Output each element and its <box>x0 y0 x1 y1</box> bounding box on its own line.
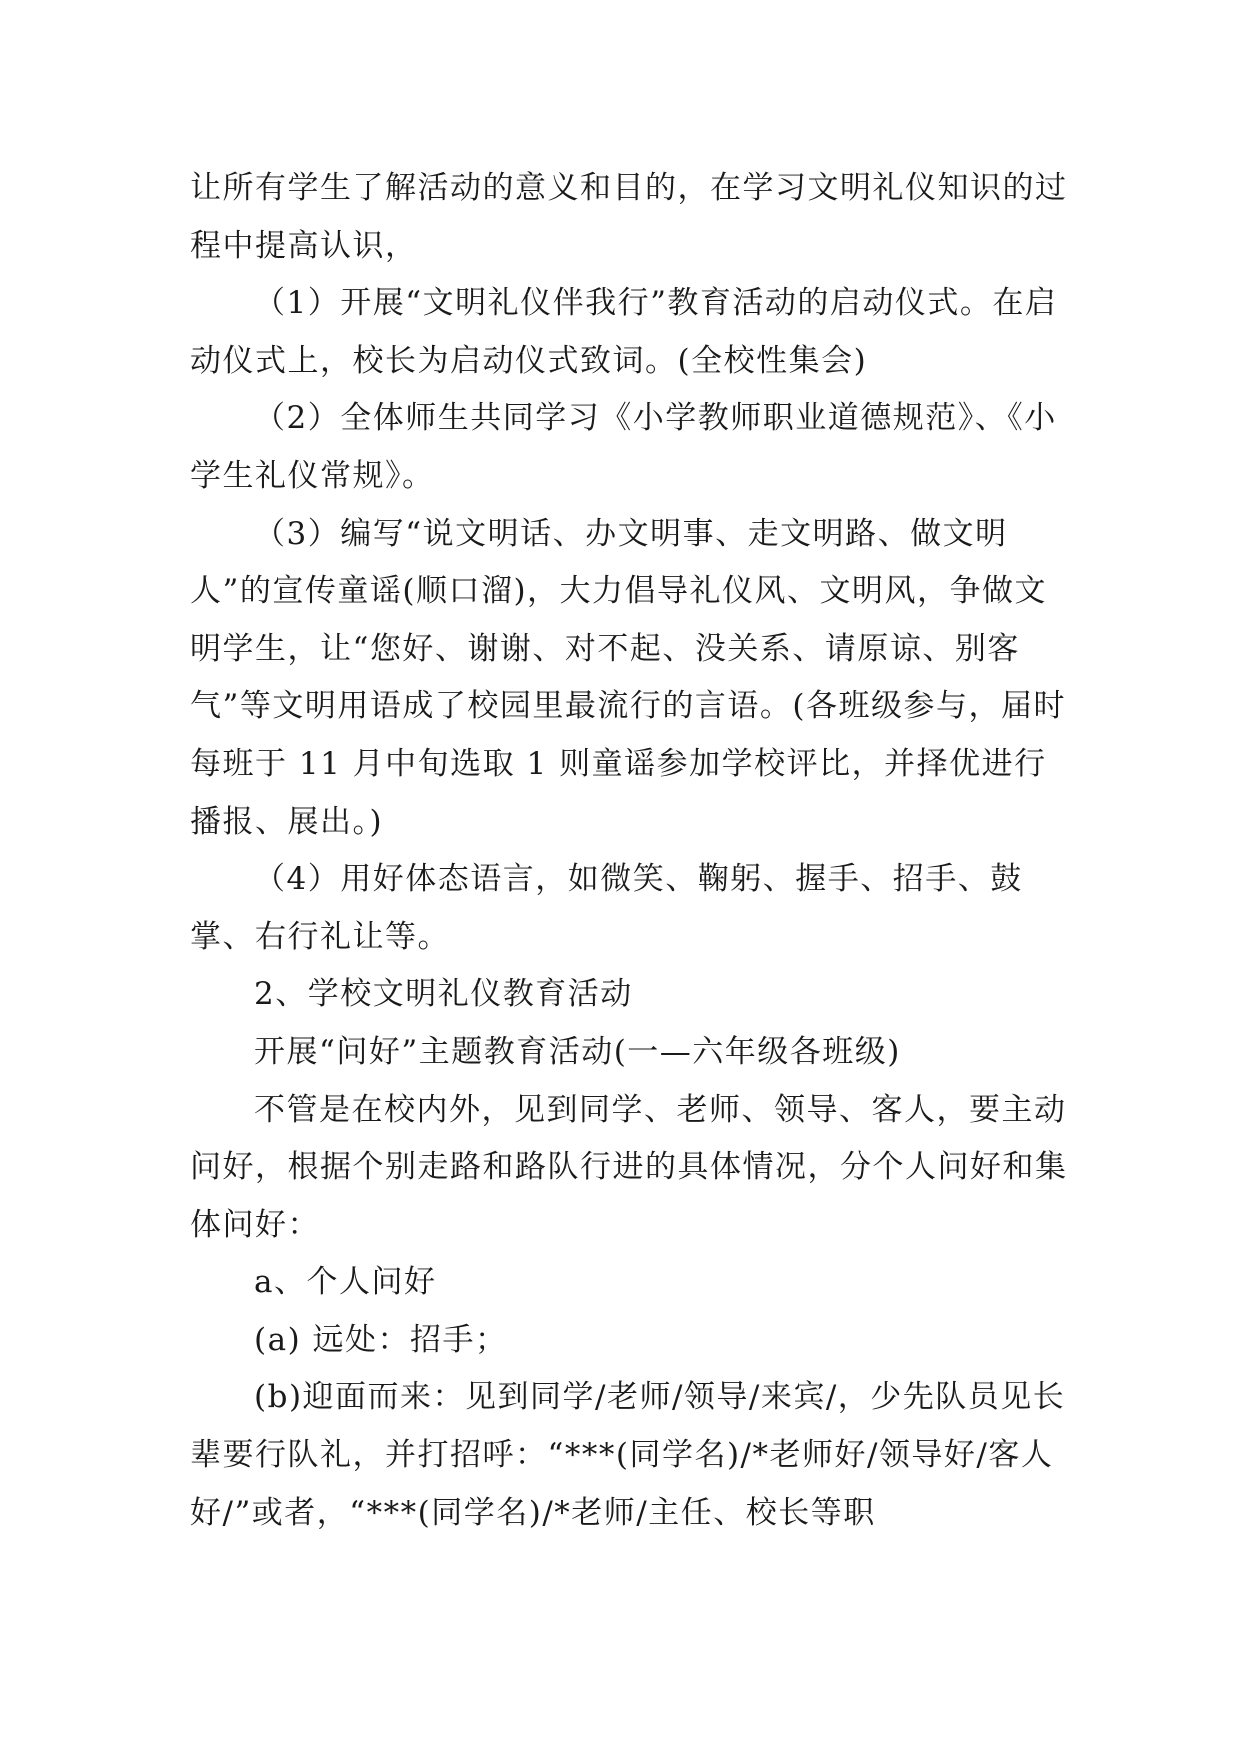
paragraph-item-3: （3）编写“说文明话、办文明事、走文明路、做文明人”的宣传童谣(顺口溜)，大力倡导礼仪风、文明风，争做文明学生，让“您好、谢谢、对不起、没关系、请原谅、别客气”等文明用语成了校园里最流行的言语。(各班级参与，届时每班于 11 月中旬选取 1 则童谣参加学校评比，并择优进行播报、展出。) <box>190 515 1066 840</box>
paragraph-greeting-activity: 开展“问好”主题教育活动(一—六年级各班级) <box>254 1033 901 1070</box>
paragraph-item-4: （4）用好体态语言，如微笑、鞠躬、握手、招手、鼓掌、右行礼让等。 <box>190 861 1023 955</box>
paragraph-intro: 让所有学生了解活动的意义和目的，在学习文明礼仪知识的过程中提高认识， <box>190 170 1068 264</box>
paragraph-greeting-rule: 不管是在校内外，见到同学、老师、领导、客人，要主动问好，根据个别走路和路队行进的具体情况，分个人问好和集体问好： <box>190 1091 1068 1243</box>
list-item-a: (a) 远处：招手； <box>254 1321 508 1358</box>
list-item-b: (b)迎面而来：见到同学/老师/领导/来宾/，少先队员见长辈要行队礼，并打招呼：“***(同学名)/*老师好/领导好/客人好/”或者，“***(同学名)/*老师/主任、校长等职 <box>190 1379 1066 1531</box>
subheading-individual-greeting: a、个人问好 <box>254 1264 437 1301</box>
section-heading-2: 2、学校文明礼仪教育活动 <box>254 976 633 1013</box>
paragraph-item-2: （2）全体师生共同学习《小学教师职业道德规范》、《小学生礼仪常规》。 <box>190 400 1057 494</box>
paragraph-item-1: （1）开展“文明礼仪伴我行”教育活动的启动仪式。在启动仪式上，校长为启动仪式致词。(全校性集会) <box>190 285 1058 379</box>
document-body <box>190 160 1070 1542</box>
